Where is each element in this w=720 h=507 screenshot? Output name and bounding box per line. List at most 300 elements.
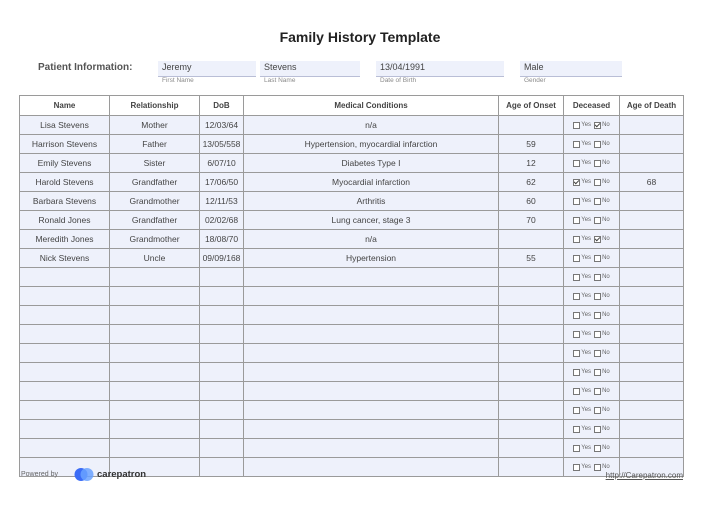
- checkbox-box[interactable]: [573, 388, 580, 395]
- checkbox-box[interactable]: [594, 350, 601, 357]
- checkbox-box[interactable]: [573, 331, 580, 338]
- cell-age-of-death[interactable]: [620, 363, 684, 382]
- checkbox-label: Yes: [581, 160, 592, 166]
- cell-age-of-death[interactable]: [620, 382, 684, 401]
- cell-dob[interactable]: [200, 363, 244, 382]
- cell-name[interactable]: Harrison Stevens: [20, 135, 110, 154]
- cell-deceased: [564, 249, 620, 268]
- cell-age-of-onset[interactable]: 70: [499, 211, 564, 230]
- deceased-yes-checkbox[interactable]: [573, 274, 591, 281]
- checkbox-box[interactable]: [573, 350, 580, 357]
- deceased-no-checkbox[interactable]: [594, 407, 610, 414]
- table-row: [20, 173, 684, 192]
- header-medical-conditions: Medical Conditions: [244, 96, 499, 116]
- cell-deceased: [564, 363, 620, 382]
- deceased-checkboxes: [564, 160, 619, 167]
- deceased-no-checkbox[interactable]: [594, 445, 610, 452]
- deceased-no-checkbox[interactable]: [594, 369, 610, 376]
- first-name-value: Jeremy: [162, 62, 192, 72]
- checkbox-label: Yes: [581, 407, 592, 413]
- deceased-yes-checkbox[interactable]: [573, 464, 591, 471]
- checkbox-box[interactable]: [573, 198, 580, 205]
- cell-relationship[interactable]: [110, 268, 200, 287]
- cell-age-of-onset[interactable]: 62: [499, 173, 564, 192]
- deceased-yes-checkbox[interactable]: [573, 198, 591, 205]
- cell-deceased: [564, 211, 620, 230]
- checkbox-box[interactable]: [594, 293, 601, 300]
- cell-deceased: [564, 325, 620, 344]
- cell-age-of-death[interactable]: [620, 154, 684, 173]
- deceased-no-checkbox[interactable]: [594, 312, 610, 319]
- patient-info-label: Patient Information:: [38, 62, 133, 73]
- cell-dob[interactable]: 12/03/64: [200, 116, 244, 135]
- carepatron-logo-icon: [74, 467, 94, 482]
- cell-relationship[interactable]: [110, 363, 200, 382]
- checkbox-box[interactable]: [573, 426, 580, 433]
- checkbox-box[interactable]: [594, 331, 601, 338]
- checkbox-box[interactable]: [573, 312, 580, 319]
- cell-dob[interactable]: [200, 420, 244, 439]
- cell-medical-condition[interactable]: [244, 325, 499, 344]
- checkbox-label: No: [602, 407, 610, 413]
- table-row: [20, 116, 684, 135]
- cell-name[interactable]: [20, 325, 110, 344]
- checkbox-box[interactable]: [594, 445, 601, 452]
- powered-by-label: Powered by: [21, 471, 58, 478]
- cell-age-of-onset[interactable]: 60: [499, 192, 564, 211]
- checkbox-label: No: [602, 369, 610, 375]
- cell-relationship[interactable]: Mother: [110, 116, 200, 135]
- cell-age-of-onset[interactable]: 59: [499, 135, 564, 154]
- cell-relationship[interactable]: Grandmother: [110, 230, 200, 249]
- dob-caption: Date of Birth: [380, 77, 417, 84]
- checkbox-box[interactable]: [594, 198, 601, 205]
- checkbox-box[interactable]: [573, 369, 580, 376]
- cell-deceased: [564, 268, 620, 287]
- checkbox-box[interactable]: [594, 312, 601, 319]
- cell-deceased: [564, 192, 620, 211]
- checkbox-box[interactable]: [594, 388, 601, 395]
- table-row: [20, 325, 684, 344]
- cell-age-of-death[interactable]: 68: [620, 173, 684, 192]
- deceased-checkboxes: [564, 141, 619, 148]
- cell-relationship[interactable]: [110, 420, 200, 439]
- cell-age-of-onset[interactable]: [499, 116, 564, 135]
- cell-relationship[interactable]: [110, 306, 200, 325]
- cell-medical-condition[interactable]: [244, 382, 499, 401]
- deceased-no-checkbox[interactable]: [594, 464, 610, 471]
- cell-medical-condition[interactable]: [244, 268, 499, 287]
- cell-name[interactable]: [20, 344, 110, 363]
- cell-dob[interactable]: [200, 268, 244, 287]
- deceased-checkboxes: [564, 255, 619, 262]
- cell-relationship[interactable]: [110, 401, 200, 420]
- cell-medical-condition[interactable]: n/a: [244, 230, 499, 249]
- checkbox-label: No: [602, 274, 610, 280]
- checkbox-box[interactable]: [573, 293, 580, 300]
- cell-medical-condition[interactable]: [244, 363, 499, 382]
- cell-age-of-death[interactable]: [620, 344, 684, 363]
- cell-name[interactable]: [20, 401, 110, 420]
- deceased-yes-checkbox[interactable]: [573, 236, 591, 243]
- checkbox-label: Yes: [581, 369, 592, 375]
- deceased-checkboxes: [564, 293, 619, 300]
- deceased-yes-checkbox[interactable]: [573, 350, 591, 357]
- cell-dob[interactable]: [200, 458, 244, 477]
- cell-name[interactable]: Barbara Stevens: [20, 192, 110, 211]
- family-history-table: [19, 95, 684, 477]
- cell-relationship[interactable]: Sister: [110, 154, 200, 173]
- cell-dob[interactable]: [200, 287, 244, 306]
- deceased-yes-checkbox[interactable]: [573, 179, 591, 186]
- cell-medical-condition[interactable]: [244, 344, 499, 363]
- deceased-yes-checkbox[interactable]: [573, 293, 591, 300]
- cell-relationship[interactable]: [110, 325, 200, 344]
- deceased-yes-checkbox[interactable]: [573, 122, 591, 129]
- cell-relationship[interactable]: Grandfather: [110, 173, 200, 192]
- cell-dob[interactable]: 6/07/10: [200, 154, 244, 173]
- cell-dob[interactable]: [200, 344, 244, 363]
- deceased-no-checkbox[interactable]: [594, 160, 610, 167]
- cell-deceased: [564, 135, 620, 154]
- checkbox-box[interactable]: [594, 255, 601, 262]
- checkbox-label: Yes: [581, 141, 592, 147]
- checkbox-box[interactable]: [594, 274, 601, 281]
- cell-medical-condition[interactable]: Lung cancer, stage 3: [244, 211, 499, 230]
- table-row: [20, 382, 684, 401]
- cell-name[interactable]: Lisa Stevens: [20, 116, 110, 135]
- cell-name[interactable]: Emily Stevens: [20, 154, 110, 173]
- table-body: [20, 116, 684, 477]
- checkbox-box[interactable]: [573, 141, 580, 148]
- cell-age-of-onset[interactable]: [499, 306, 564, 325]
- header-age-of-death: Age of Death: [620, 96, 684, 116]
- deceased-checkboxes: [564, 388, 619, 395]
- cell-medical-condition[interactable]: [244, 306, 499, 325]
- checkbox-box[interactable]: [594, 426, 601, 433]
- checkbox-box[interactable]: [594, 464, 601, 471]
- cell-dob[interactable]: [200, 382, 244, 401]
- cell-age-of-onset[interactable]: [499, 287, 564, 306]
- checkbox-box[interactable]: [573, 255, 580, 262]
- cell-age-of-death[interactable]: [620, 230, 684, 249]
- cell-age-of-death[interactable]: [620, 401, 684, 420]
- checkbox-box[interactable]: [573, 179, 580, 186]
- cell-name[interactable]: [20, 306, 110, 325]
- cell-medical-condition[interactable]: Hypertension, myocardial infarction: [244, 135, 499, 154]
- cell-dob[interactable]: 12/11/53: [200, 192, 244, 211]
- cell-age-of-death[interactable]: [620, 268, 684, 287]
- deceased-checkboxes: [564, 122, 619, 129]
- checkbox-label: No: [602, 122, 610, 128]
- cell-medical-condition[interactable]: Diabetes Type I: [244, 154, 499, 173]
- cell-medical-condition[interactable]: [244, 420, 499, 439]
- cell-age-of-onset[interactable]: 12: [499, 154, 564, 173]
- checkbox-label: No: [602, 255, 610, 261]
- cell-deceased: [564, 439, 620, 458]
- deceased-no-checkbox[interactable]: [594, 236, 610, 243]
- cell-name[interactable]: [20, 268, 110, 287]
- cell-relationship[interactable]: Grandfather: [110, 211, 200, 230]
- cell-relationship[interactable]: [110, 382, 200, 401]
- checkbox-label: No: [602, 350, 610, 356]
- checkbox-label: No: [602, 236, 610, 242]
- cell-name[interactable]: [20, 287, 110, 306]
- last-name-caption: Last Name: [264, 77, 296, 84]
- deceased-yes-checkbox[interactable]: [573, 331, 591, 338]
- cell-age-of-onset[interactable]: [499, 382, 564, 401]
- checkbox-label: No: [602, 312, 610, 318]
- table-row: [20, 363, 684, 382]
- cell-dob[interactable]: 18/08/70: [200, 230, 244, 249]
- checkbox-label: No: [602, 179, 610, 185]
- cell-deceased: [564, 306, 620, 325]
- checkbox-box[interactable]: [573, 464, 580, 471]
- cell-age-of-death[interactable]: [620, 249, 684, 268]
- checkbox-label: No: [602, 293, 610, 299]
- cell-medical-condition[interactable]: Arthritis: [244, 192, 499, 211]
- cell-medical-condition[interactable]: [244, 287, 499, 306]
- table-row: [20, 192, 684, 211]
- cell-age-of-onset[interactable]: [499, 363, 564, 382]
- brand-name: carepatron: [97, 469, 147, 480]
- cell-deceased: [564, 382, 620, 401]
- checkbox-label: Yes: [581, 122, 592, 128]
- checkbox-box[interactable]: [573, 217, 580, 224]
- cell-name[interactable]: Ronald Jones: [20, 211, 110, 230]
- deceased-yes-checkbox[interactable]: [573, 312, 591, 319]
- deceased-no-checkbox[interactable]: [594, 331, 610, 338]
- deceased-checkboxes: [564, 426, 619, 433]
- table-row: [20, 268, 684, 287]
- checkbox-label: Yes: [581, 179, 592, 185]
- carepatron-link[interactable]: http://Carepatron.com: [605, 471, 683, 480]
- checkbox-box[interactable]: [573, 160, 580, 167]
- deceased-yes-checkbox[interactable]: [573, 388, 591, 395]
- gender-value: Male: [524, 62, 544, 72]
- table-row: [20, 344, 684, 363]
- deceased-yes-checkbox[interactable]: [573, 426, 591, 433]
- gender-caption: Gender: [524, 77, 546, 84]
- cell-age-of-death[interactable]: [620, 192, 684, 211]
- carepatron-logo[interactable]: [74, 467, 146, 482]
- checkbox-label: Yes: [581, 445, 592, 451]
- table-row: [20, 135, 684, 154]
- checkbox-box[interactable]: [573, 122, 580, 129]
- cell-age-of-onset[interactable]: [499, 458, 564, 477]
- cell-name[interactable]: [20, 439, 110, 458]
- deceased-checkboxes: [564, 312, 619, 319]
- checkbox-label: Yes: [581, 293, 592, 299]
- checkbox-label: No: [602, 331, 610, 337]
- checkbox-label: Yes: [581, 236, 592, 242]
- cell-medical-condition[interactable]: [244, 458, 499, 477]
- checkbox-label: Yes: [581, 198, 592, 204]
- deceased-no-checkbox[interactable]: [594, 350, 610, 357]
- checkbox-box[interactable]: [594, 217, 601, 224]
- deceased-no-checkbox[interactable]: [594, 141, 610, 148]
- checkbox-box[interactable]: [594, 160, 601, 167]
- cell-deceased: [564, 401, 620, 420]
- header-relationship: Relationship: [110, 96, 200, 116]
- deceased-yes-checkbox[interactable]: [573, 141, 591, 148]
- cell-name[interactable]: Nick Stevens: [20, 249, 110, 268]
- checkbox-label: No: [602, 445, 610, 451]
- cell-dob[interactable]: 02/02/68: [200, 211, 244, 230]
- cell-age-of-onset[interactable]: [499, 268, 564, 287]
- cell-age-of-onset[interactable]: [499, 401, 564, 420]
- cell-deceased: [564, 420, 620, 439]
- cell-relationship[interactable]: Uncle: [110, 249, 200, 268]
- cell-age-of-death[interactable]: [620, 439, 684, 458]
- cell-dob[interactable]: [200, 325, 244, 344]
- cell-name[interactable]: [20, 363, 110, 382]
- deceased-yes-checkbox[interactable]: [573, 407, 591, 414]
- deceased-no-checkbox[interactable]: [594, 274, 610, 281]
- cell-medical-condition[interactable]: Hypertension: [244, 249, 499, 268]
- table-header-row: [20, 96, 684, 116]
- checkbox-label: Yes: [581, 350, 592, 356]
- cell-age-of-death[interactable]: [620, 287, 684, 306]
- checkbox-box[interactable]: [573, 445, 580, 452]
- checkbox-box[interactable]: [594, 236, 601, 243]
- deceased-checkboxes: [564, 464, 619, 471]
- cell-age-of-death[interactable]: [620, 420, 684, 439]
- cell-age-of-onset[interactable]: [499, 344, 564, 363]
- cell-medical-condition[interactable]: Myocardial infarction: [244, 173, 499, 192]
- cell-medical-condition[interactable]: [244, 401, 499, 420]
- page-title: Family History Template: [279, 29, 441, 45]
- checkbox-box[interactable]: [594, 407, 601, 414]
- cell-deceased: [564, 173, 620, 192]
- first-name-caption: First Name: [162, 77, 194, 84]
- deceased-checkboxes: [564, 217, 619, 224]
- cell-age-of-death[interactable]: [620, 211, 684, 230]
- header-dob: DoB: [200, 96, 244, 116]
- cell-name[interactable]: Harold Stevens: [20, 173, 110, 192]
- cell-medical-condition[interactable]: n/a: [244, 116, 499, 135]
- checkbox-box[interactable]: [594, 122, 601, 129]
- checkbox-label: No: [602, 217, 610, 223]
- cell-dob[interactable]: [200, 306, 244, 325]
- checkbox-box[interactable]: [594, 179, 601, 186]
- cell-deceased: [564, 230, 620, 249]
- cell-age-of-death[interactable]: [620, 135, 684, 154]
- checkbox-box[interactable]: [594, 141, 601, 148]
- last-name-value: Stevens: [264, 62, 297, 72]
- cell-age-of-death[interactable]: [620, 116, 684, 135]
- deceased-no-checkbox[interactable]: [594, 217, 610, 224]
- cell-age-of-onset[interactable]: [499, 420, 564, 439]
- cell-medical-condition[interactable]: [244, 439, 499, 458]
- cell-deceased: [564, 344, 620, 363]
- cell-relationship[interactable]: [110, 439, 200, 458]
- checkbox-box[interactable]: [594, 369, 601, 376]
- deceased-checkboxes: [564, 198, 619, 205]
- deceased-checkboxes: [564, 274, 619, 281]
- cell-dob[interactable]: 09/09/168: [200, 249, 244, 268]
- deceased-yes-checkbox[interactable]: [573, 255, 591, 262]
- cell-dob[interactable]: 17/06/50: [200, 173, 244, 192]
- checkbox-label: No: [602, 160, 610, 166]
- checkbox-box[interactable]: [573, 407, 580, 414]
- table-row: [20, 420, 684, 439]
- header-age-of-onset: Age of Onset: [499, 96, 564, 116]
- cell-age-of-death[interactable]: [620, 306, 684, 325]
- deceased-checkboxes: [564, 331, 619, 338]
- cell-age-of-onset[interactable]: 55: [499, 249, 564, 268]
- deceased-yes-checkbox[interactable]: [573, 217, 591, 224]
- cell-deceased: [564, 116, 620, 135]
- deceased-no-checkbox[interactable]: [594, 388, 610, 395]
- cell-age-of-onset[interactable]: [499, 439, 564, 458]
- checkbox-label: Yes: [581, 274, 592, 280]
- table-row: [20, 230, 684, 249]
- table-row: [20, 211, 684, 230]
- header-deceased: Deceased: [564, 96, 620, 116]
- checkbox-label: Yes: [581, 331, 592, 337]
- checkbox-label: No: [602, 198, 610, 204]
- checkbox-label: Yes: [581, 426, 592, 432]
- deceased-checkboxes: [564, 407, 619, 414]
- deceased-checkboxes: [564, 350, 619, 357]
- deceased-no-checkbox[interactable]: [594, 293, 610, 300]
- checkbox-label: Yes: [581, 217, 592, 223]
- deceased-no-checkbox[interactable]: [594, 426, 610, 433]
- deceased-checkboxes: [564, 445, 619, 452]
- deceased-yes-checkbox[interactable]: [573, 369, 591, 376]
- deceased-checkboxes: [564, 236, 619, 243]
- deceased-yes-checkbox[interactable]: [573, 445, 591, 452]
- cell-dob[interactable]: 13/05/558: [200, 135, 244, 154]
- cell-age-of-onset[interactable]: [499, 230, 564, 249]
- checkbox-label: No: [602, 426, 610, 432]
- cell-age-of-death[interactable]: [620, 325, 684, 344]
- cell-dob[interactable]: [200, 401, 244, 420]
- deceased-no-checkbox[interactable]: [594, 122, 610, 129]
- table-row: [20, 439, 684, 458]
- cell-relationship[interactable]: Father: [110, 135, 200, 154]
- deceased-checkboxes: [564, 179, 619, 186]
- deceased-no-checkbox[interactable]: [594, 255, 610, 262]
- cell-relationship[interactable]: Grandmother: [110, 192, 200, 211]
- cell-dob[interactable]: [200, 439, 244, 458]
- table-row: [20, 401, 684, 420]
- checkbox-label: No: [602, 141, 610, 147]
- deceased-no-checkbox[interactable]: [594, 179, 610, 186]
- deceased-checkboxes: [564, 369, 619, 376]
- cell-relationship[interactable]: [110, 287, 200, 306]
- cell-name[interactable]: [20, 420, 110, 439]
- table-row: [20, 154, 684, 173]
- cell-name[interactable]: Meredith Jones: [20, 230, 110, 249]
- cell-age-of-onset[interactable]: [499, 325, 564, 344]
- checkbox-label: No: [602, 388, 610, 394]
- checkbox-label: Yes: [581, 312, 592, 318]
- cell-relationship[interactable]: [110, 344, 200, 363]
- checkbox-box[interactable]: [573, 236, 580, 243]
- cell-deceased: [564, 154, 620, 173]
- cell-deceased: [564, 287, 620, 306]
- checkbox-label: Yes: [581, 464, 592, 470]
- table-row: [20, 287, 684, 306]
- checkbox-label: Yes: [581, 388, 592, 394]
- deceased-no-checkbox[interactable]: [594, 198, 610, 205]
- header-name: Name: [20, 96, 110, 116]
- deceased-yes-checkbox[interactable]: [573, 160, 591, 167]
- checkbox-box[interactable]: [573, 274, 580, 281]
- cell-name[interactable]: [20, 382, 110, 401]
